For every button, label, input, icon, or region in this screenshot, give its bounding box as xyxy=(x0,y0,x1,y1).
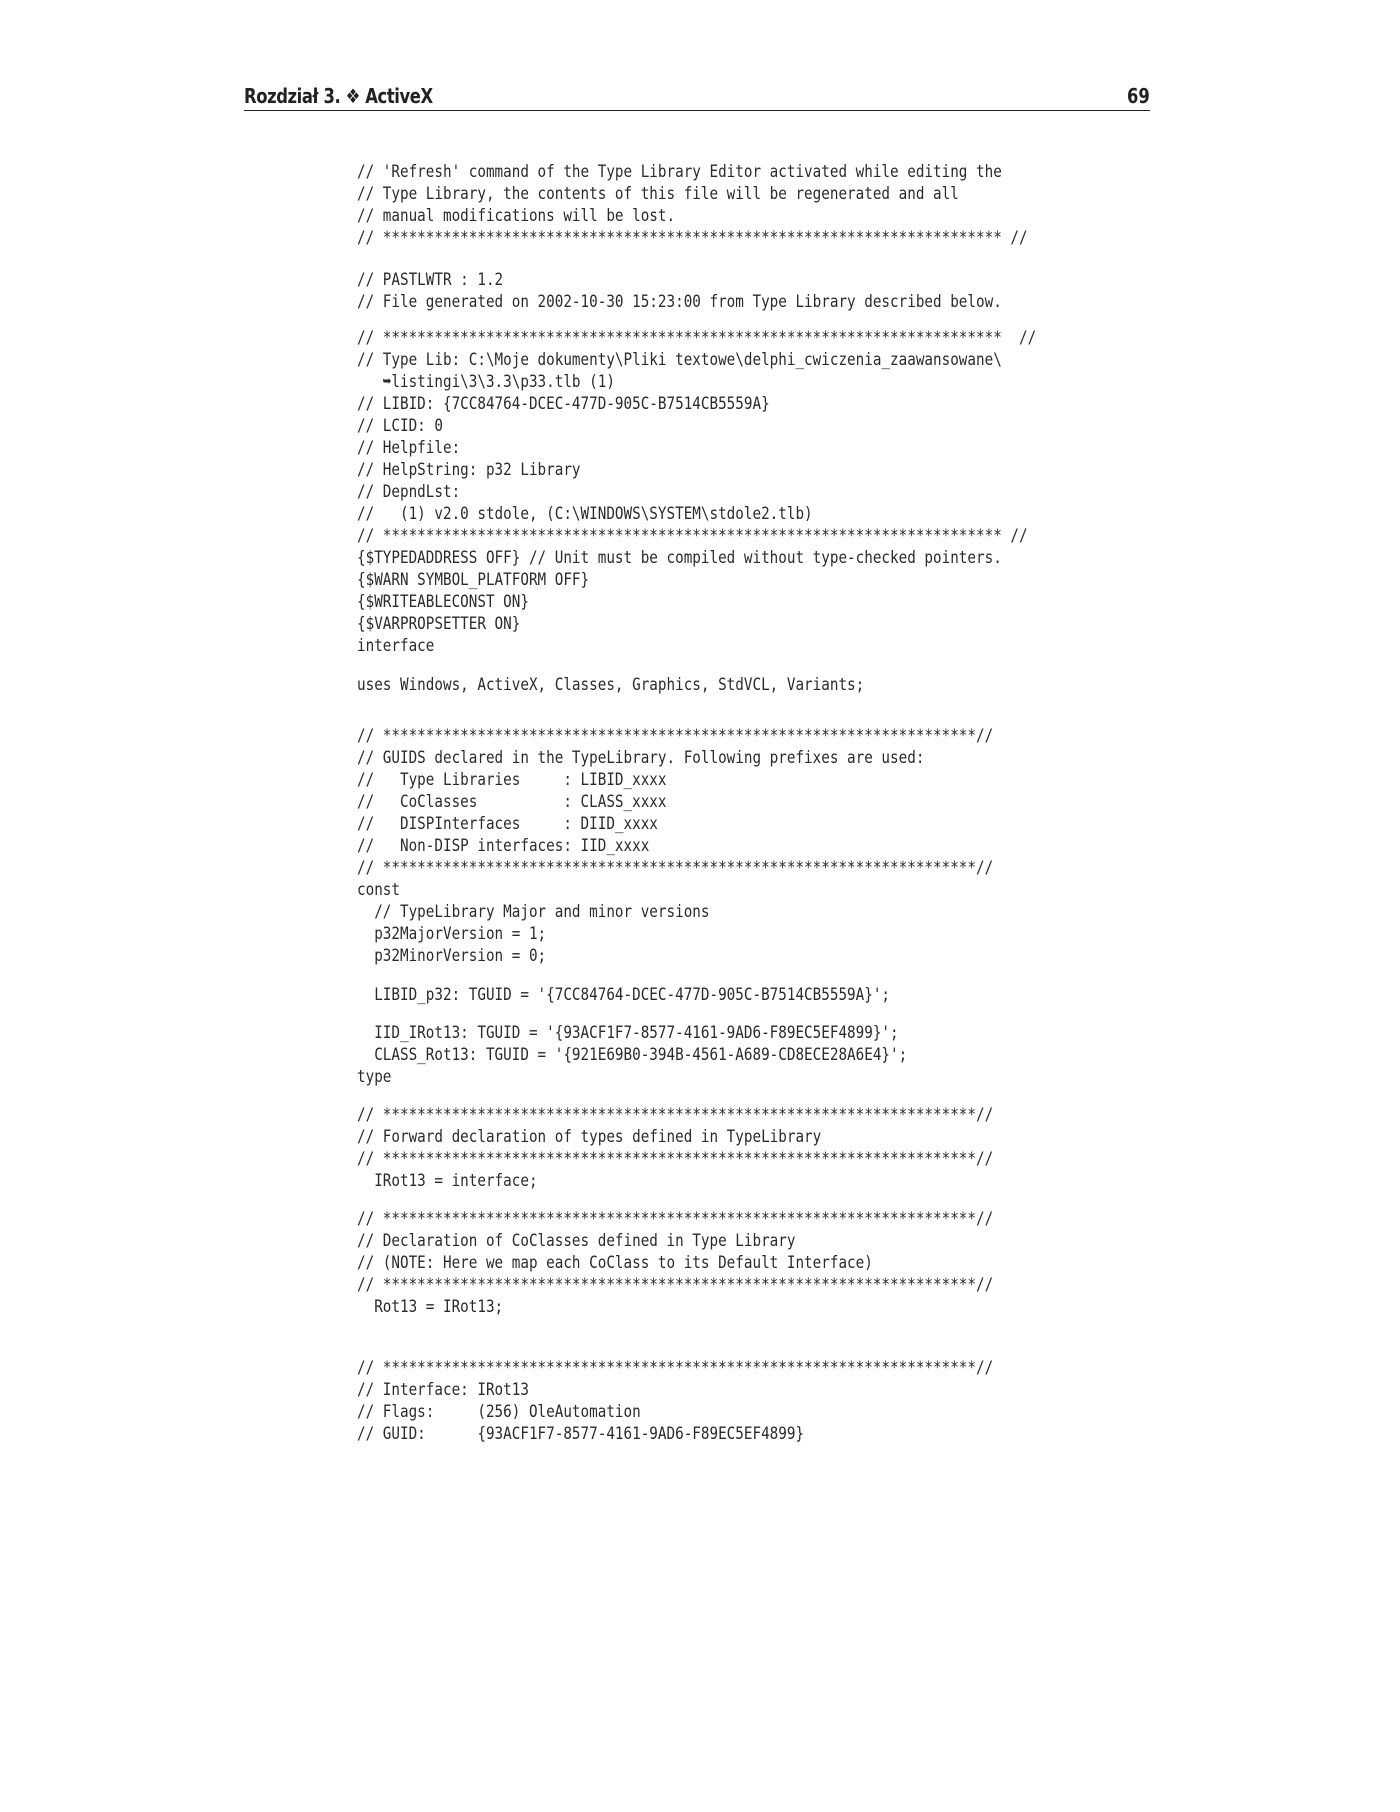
code-line: // manual modifications will be lost. xyxy=(357,206,676,226)
code-line: // 'Refresh' command of the Type Library Editor activated while editing the xyxy=(357,162,1002,182)
code-line: // File generated on 2002-10-30 15:23:00 from Type Library described below. xyxy=(357,292,1002,312)
code-line: {$WARN SYMBOL_PLATFORM OFF} xyxy=(357,570,590,590)
code-line: // Interface: IRot13 xyxy=(357,1380,529,1400)
code-line: // ************************************************************************ // xyxy=(357,228,1028,248)
code-line: // Forward declaration of types defined in TypeLibrary xyxy=(357,1127,822,1147)
code-line: // CoClasses : CLASS_xxxx xyxy=(357,792,667,812)
code-line: // Type Lib: C:\Moje dokumenty\Pliki textowe\delphi_cwiczenia_zaawansowane\ xyxy=(357,350,1002,370)
code-line: // Type Libraries : LIBID_xxxx xyxy=(357,770,667,790)
code-line: p32MajorVersion = 1; xyxy=(357,924,547,944)
code-line: const xyxy=(357,880,400,900)
code-line: // LCID: 0 xyxy=(357,416,443,436)
code-line: // ************************************************************************ // xyxy=(357,328,1037,348)
code-line: // *********************************************************************// xyxy=(357,726,994,746)
code-line: {$WRITEABLECONST ON} xyxy=(357,592,529,612)
code-line: // GUID: {93ACF1F7-8577-4161-9AD6-F89EC5EF4899} xyxy=(357,1424,805,1444)
chapter-title: Rozdział 3. ❖ ActiveX xyxy=(244,84,433,108)
code-line: // Non-DISP interfaces: IID_xxxx xyxy=(357,836,650,856)
code-line: Rot13 = IRot13; xyxy=(357,1297,504,1317)
code-line: // (NOTE: Here we map each CoClass to its Default Interface) xyxy=(357,1253,873,1273)
code-line: // Type Library, the contents of this file will be regenerated and all xyxy=(357,184,959,204)
code-line: // DepndLst: xyxy=(357,482,461,502)
code-line: // Helpfile: xyxy=(357,438,461,458)
code-line: interface xyxy=(357,636,435,656)
page-number: 69 xyxy=(1127,84,1150,108)
code-line: // Declaration of CoClasses defined in Type Library xyxy=(357,1231,796,1251)
code-line: // *********************************************************************// xyxy=(357,1209,994,1229)
code-line: uses Windows, ActiveX, Classes, Graphics, StdVCL, Variants; xyxy=(357,675,865,695)
code-line: // Flags: (256) OleAutomation xyxy=(357,1402,641,1422)
code-line: // PASTLWTR : 1.2 xyxy=(357,270,504,290)
running-header xyxy=(244,84,1150,111)
code-line: IID_IRot13: TGUID = '{93ACF1F7-8577-4161-9AD6-F89EC5EF4899}'; xyxy=(357,1023,899,1043)
code-line: // HelpString: p32 Library xyxy=(357,460,581,480)
code-line: // *********************************************************************// xyxy=(357,1149,994,1169)
code-line: // GUIDS declared in the TypeLibrary. Following prefixes are used: xyxy=(357,748,925,768)
code-line: // *********************************************************************// xyxy=(357,1105,994,1125)
code-line: // ************************************************************************ // xyxy=(357,526,1028,546)
code-line: // *********************************************************************// xyxy=(357,1275,994,1295)
code-line: type xyxy=(357,1067,392,1087)
code-line: // *********************************************************************// xyxy=(357,858,994,878)
code-line: CLASS_Rot13: TGUID = '{921E69B0-394B-4561-A689-CD8ECE28A6E4}'; xyxy=(357,1045,908,1065)
code-line: {$VARPROPSETTER ON} xyxy=(357,614,521,634)
code-line: // (1) v2.0 stdole, (C:\WINDOWS\SYSTEM\stdole2.tlb) xyxy=(357,504,813,524)
code-line: {$TYPEDADDRESS OFF} // Unit must be compiled without type-checked pointers. xyxy=(357,548,1002,568)
code-line: // TypeLibrary Major and minor versions xyxy=(357,902,710,922)
code-line: // LIBID: {7CC84764-DCEC-477D-905C-B7514CB5559A} xyxy=(357,394,770,414)
code-line: IRot13 = interface; xyxy=(357,1171,538,1191)
code-line: // *********************************************************************// xyxy=(357,1358,994,1378)
code-line: // DISPInterfaces : DIID_xxxx xyxy=(357,814,658,834)
code-line: p32MinorVersion = 0; xyxy=(357,946,547,966)
code-line: LIBID_p32: TGUID = '{7CC84764-DCEC-477D-905C-B7514CB5559A}'; xyxy=(357,985,891,1005)
code-line: ➥listingi\3\3.3\p33.tlb (1) xyxy=(357,372,615,392)
